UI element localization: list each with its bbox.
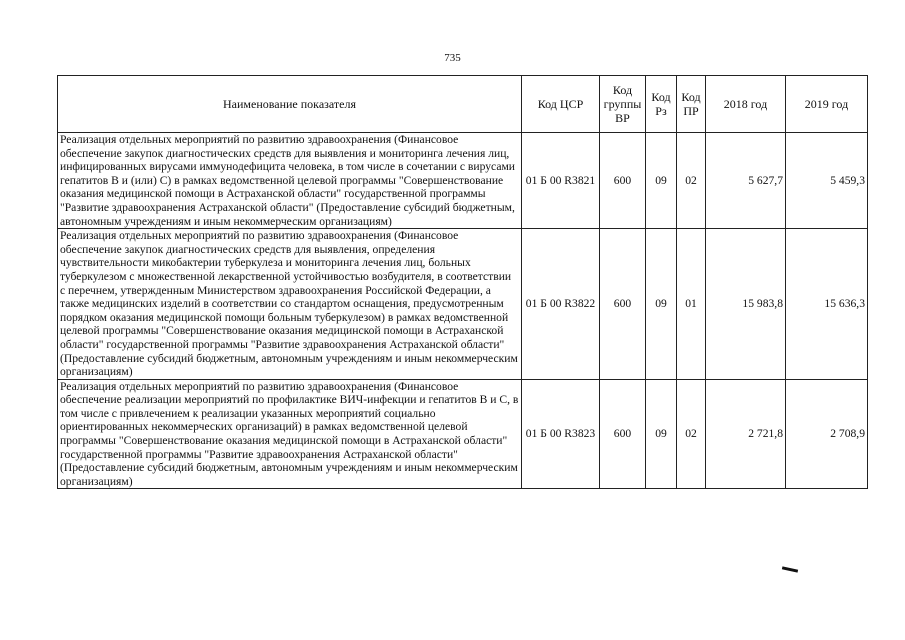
- table-row: [58, 229, 868, 380]
- row-csr: 01 Б 00 R3822: [522, 229, 600, 380]
- row-vr: 600: [600, 379, 646, 489]
- header-2019: 2019 год: [786, 76, 868, 133]
- header-rz: Код Рз: [646, 76, 677, 133]
- row-name: Реализация отдельных мероприятий по развитию здравоохранения (Финансовое обеспечение закупок диагностических средств для выявления и мониторинга лечения лиц, инфицированных вирусами иммунодефицита человека, в том числе в сочетании с вирусами гепатитов В и (или) С) в рамках ведомственной целевой программы "Совершенствование оказания медицинской помощи в Астраханской области" государственной программы "Развитие здравоохранения Астраханской области" (Предоставление субсидий бюджетным, автономным учреждениям и иным некоммерческим организациям): [58, 133, 522, 229]
- row-name: Реализация отдельных мероприятий по развитию здравоохранения (Финансовое обеспечение реализации мероприятий по профилактике ВИЧ-инфекции и гепатитов В и С, в том числе с привлечением к реализации указанных мероприятий социально ориентированных некоммерческих организаций) в рамках ведомственной целевой программы "Совершенствование оказания медицинской помощи в Астраханской области" государственной программы "Развитие здравоохранения Астраханской области" (Предоставление субсидий бюджетным, автономным учреждениям и иным некоммерческим организациям): [58, 379, 522, 489]
- page-number: 735: [444, 52, 461, 64]
- row-rz: 09: [646, 133, 677, 229]
- row-2018: 2 721,8: [706, 379, 786, 489]
- header-name: Наименование показателя: [58, 76, 522, 133]
- row-2018: 5 627,7: [706, 133, 786, 229]
- row-pr: 01: [677, 229, 706, 380]
- scan-mark: [782, 566, 798, 572]
- table-row: [58, 379, 868, 489]
- table-header-row: [58, 76, 868, 133]
- row-rz: 09: [646, 229, 677, 380]
- header-csr: Код ЦСР: [522, 76, 600, 133]
- row-pr: 02: [677, 133, 706, 229]
- row-rz: 09: [646, 379, 677, 489]
- row-name: Реализация отдельных мероприятий по развитию здравоохранения (Финансовое обеспечение закупок диагностических средств для выявления, определения чувствительности микобактерии туберкулеза и мониторинга лечения лиц, больных туберкулезом с множественной лекарственной устойчивостью возбудителя, в соответствии с перечнем, утвержденным Министерством здравоохранения Российской Федерации, а также медицинских изделий в соответствии со стандартом оснащения, предусмотренным порядком оказания медицинской помощи больным туберкулезом) в рамках ведомственной целевой программы "Совершенствование оказания медицинской помощи в Астраханской области" государственной программы "Развитие здравоохранения Астраханской области" (Предоставление субсидий бюджетным, автономным учреждениям и иным некоммерческим организациям): [58, 229, 522, 380]
- row-vr: 600: [600, 133, 646, 229]
- row-csr: 01 Б 00 R3821: [522, 133, 600, 229]
- header-vr: Код группы ВР: [600, 76, 646, 133]
- row-2018: 15 983,8: [706, 229, 786, 380]
- budget-table: [57, 75, 868, 489]
- table-row: [58, 133, 868, 229]
- header-2018: 2018 год: [706, 76, 786, 133]
- row-pr: 02: [677, 379, 706, 489]
- row-vr: 600: [600, 229, 646, 380]
- row-2019: 15 636,3: [786, 229, 868, 380]
- header-pr: Код ПР: [677, 76, 706, 133]
- row-csr: 01 Б 00 R3823: [522, 379, 600, 489]
- row-2019: 5 459,3: [786, 133, 868, 229]
- row-2019: 2 708,9: [786, 379, 868, 489]
